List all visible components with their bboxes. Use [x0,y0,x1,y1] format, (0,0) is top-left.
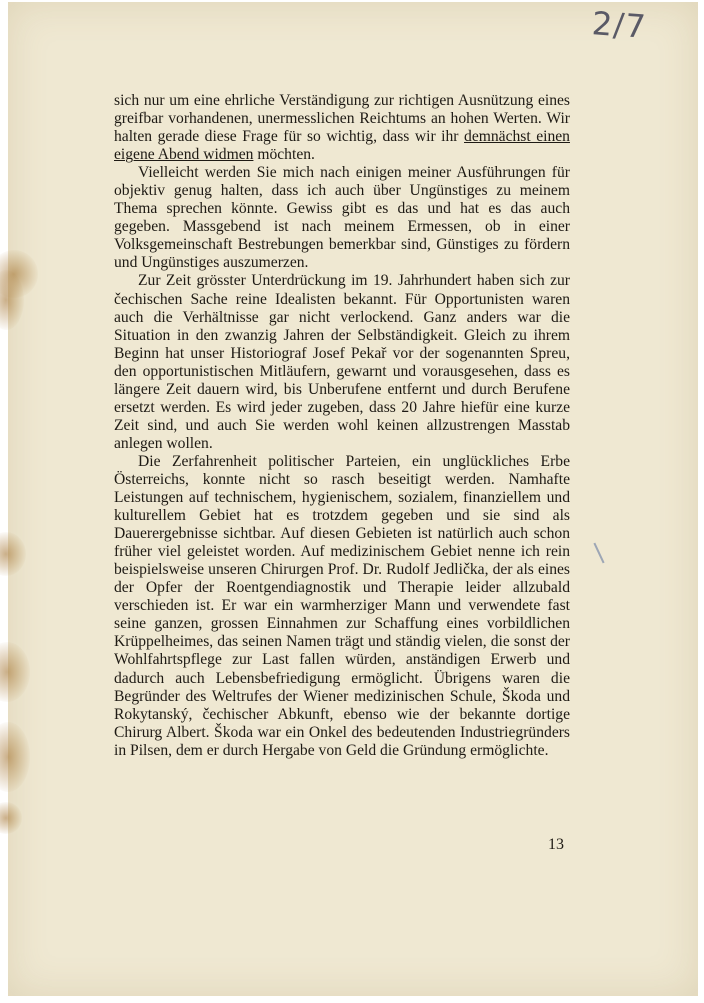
handwritten-page-note: 2/7 [590,4,648,46]
pen-mark [593,543,604,564]
paragraph: Vielleicht werden Sie mich nach einigen meiner Ausführungen für objektiv genug halten, dass ich auch über Ungünstiges zu meinem Thema sprechen könnte. Gewiss gibt es das und hat es das auch gegeben. Massgebend ist nach meinem Ermessen, ob in einer Volksgemeinschaft Bestrebungen bemerkbar sind, Günstiges zu fördern und Ungünstiges auszumerzen. [114,164,570,272]
paragraph: sich nur um eine ehrliche Verständigung zur richtigen Ausnützung eines greifbar vorhandenen, unermesslichen Reichtums an hohen Werten. Wir halten gerade diese Frage für so wichtig, dass wir ihr demnächst einen eigene Abend widmen möchten. [114,92,570,164]
water-stain [0,802,22,834]
underlined-phrase: demnächst einen eigene Abend widmen [114,128,570,164]
body-text [114,92,570,760]
water-stain [0,532,26,576]
page-number: 13 [548,836,564,853]
document-page [8,2,698,996]
paragraph: Zur Zeit grösster Unterdrückung im 19. Jahrhundert haben sich zur čechischen Sache reine Idealisten bekannt. Für Opportunisten waren auch die Verhältnisse gar nicht verlockend. Ganz anders war die Situation in den zwanzig Jahren der Selbständigkeit. Gleich zu ihrem Beginn hat unser Historiograf Josef Pekař vor der sogenannten Spreu, den opportunistischen Mitläufern, gewarnt und vorausgesehen, dass es längere Zeit dauern wird, bis Unberufene entfernt und durch Berufene ersetzt werden. Es wird jeder zugeben, dass 20 Jahre hiefür eine kurze Zeit sind, und auch Sie werden wohl keinen allzustrengen Masstab anlegen wollen. [114,272,570,452]
paragraph: Die Zerfahrenheit politischer Parteien, ein unglückliches Erbe Österreichs, konnte nicht so rasch beseitigt werden. Namhafte Leistungen auf technischem, hygienischem, sozialem, finanziellem und kulturellem Gebiet hat es trotzdem gegeben und sie sind als Dauerergebnisse sichtbar. Auf diesen Gebieten ist natürlich auch schon früher viel geleistet worden. Auf medizinischem Gebiet nenne ich rein beispielsweise unseren Chirurgen Prof. Dr. Rudolf Jedlička, der als eines der Opfer der Roentgendiagnostik und Therapie leider allzubald verschieden ist. Er war ein warmherziger Mann und verwendete fast seine ganzen, grossen Einnahmen zur Schaffung eines vorbildlichen Krüppelheimes, das seinen Namen trägt und ständig vielen, die sonst der Wohlfahrtspflege zur Last fallen würden, anständigen Erwerb und dadurch auch Lebensbefriedigung ermöglicht. Übrigens waren die Begründer des Weltrufes der Wiener medizinischen Schule, Škoda und Rokytanský, čechischer Abkunft, ebenso wie der bekannte dortige Chirurg Albert. Škoda war ein Onkel des bedeutenden Industriegründers in Pilsen, dem er durch Hergabe von Geld die Gründung ermöglichte. [114,452,570,759]
water-stain [0,642,30,702]
water-stain [0,722,30,792]
